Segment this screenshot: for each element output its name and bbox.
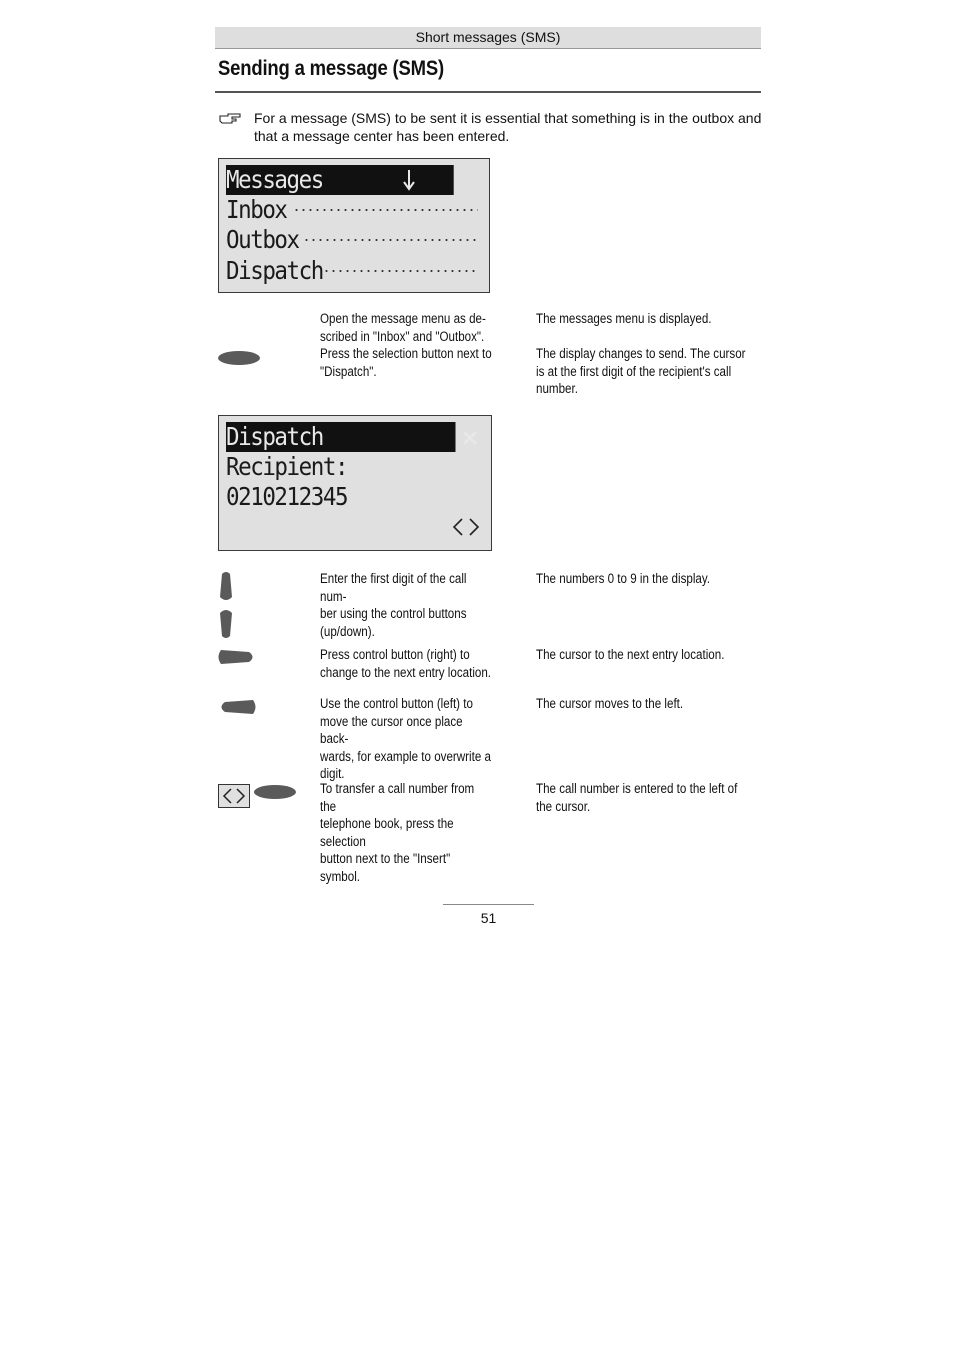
close-icon[interactable]	[461, 429, 479, 447]
step-result: The cursor moves to the left.	[536, 696, 684, 711]
page-title: Sending a message (SMS)	[218, 57, 444, 80]
selection-button-icon[interactable]	[218, 351, 260, 365]
dotted-leader	[303, 239, 478, 241]
step-instruction: To transfer a call number from the telephone book, press the selection button next to the "Insert" symbol.	[320, 781, 475, 884]
display-title: Dispatch	[226, 422, 323, 451]
step-result: The call number is entered to the left of the cursor.	[536, 781, 738, 814]
footer-divider	[443, 904, 534, 905]
control-right-button-icon[interactable]	[217, 647, 257, 667]
section-header: Short messages (SMS)	[215, 27, 761, 49]
dotted-leader	[323, 270, 478, 272]
step-result: The cursor to the next entry location.	[536, 647, 725, 662]
menu-item-outbox[interactable]: Outbox	[226, 225, 299, 254]
recipient-number[interactable]: 0210212345	[226, 482, 348, 511]
page-number: 51	[480, 910, 497, 926]
control-left-button-icon[interactable]	[217, 697, 257, 717]
down-arrow-icon	[402, 168, 416, 192]
note-text: For a message (SMS) to be sent it is essential that something is in the outbox and that a message center has been entered.	[254, 110, 762, 144]
step-instruction: Open the message menu as de- scribed in "Inbox" and "Outbox". Press the selection button next to "Dispatch".	[320, 311, 492, 379]
step-result: The numbers 0 to 9 in the display.	[536, 571, 711, 586]
title-divider	[215, 91, 761, 93]
control-down-button-icon[interactable]	[217, 607, 235, 639]
insert-brackets-icon[interactable]	[451, 517, 481, 537]
messages-display	[218, 158, 490, 293]
menu-item-dispatch[interactable]: Dispatch	[226, 256, 323, 285]
selection-button-icon[interactable]	[254, 785, 296, 799]
step-result: The messages menu is displayed. The display changes to send. The cursor is at the first digit of the recipient's call number.	[536, 311, 746, 396]
dotted-leader	[293, 209, 478, 211]
dispatch-display	[218, 415, 492, 551]
insert-symbol-icon	[218, 784, 250, 808]
step-instruction: Enter the first digit of the call num- ber using the control buttons (up/down).	[320, 571, 467, 639]
menu-item-inbox[interactable]: Inbox	[226, 195, 287, 224]
pointing-hand-icon	[218, 110, 244, 126]
control-up-button-icon[interactable]	[217, 571, 235, 603]
step-instruction: Press control button (right) to change to the next entry location.	[320, 647, 492, 680]
display-title: Messages	[226, 165, 323, 194]
recipient-label: Recipient:	[226, 452, 348, 481]
step-instruction: Use the control button (left) to move the cursor once place back- wards, for example to overwrite a digit.	[320, 696, 492, 781]
